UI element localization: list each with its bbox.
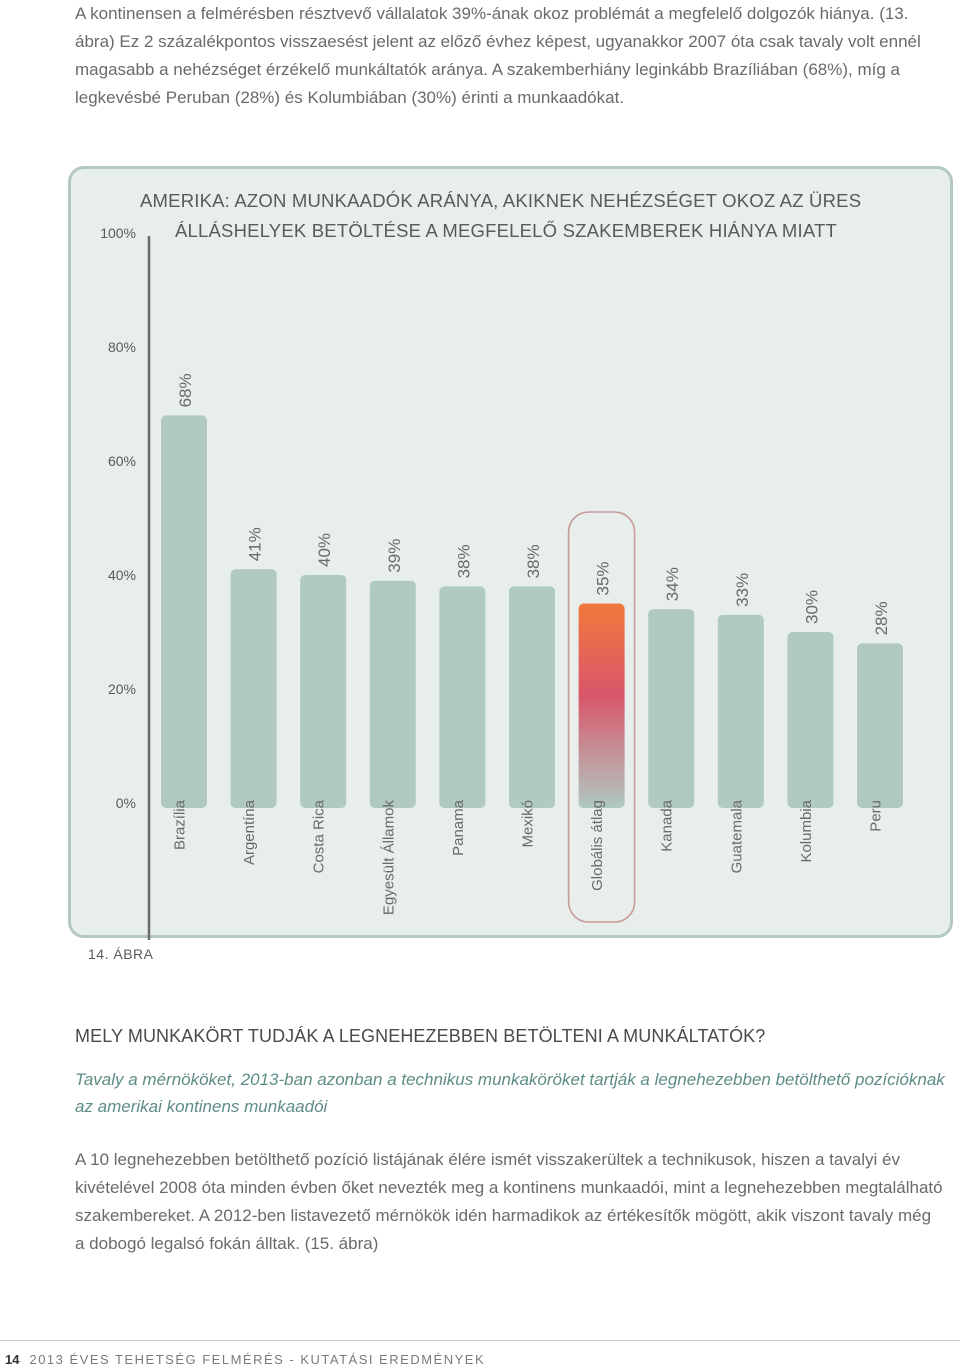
category-label: Egyesült Államok <box>380 800 398 916</box>
category-label: Guatemala <box>728 800 746 874</box>
data-label: 39% <box>384 538 404 573</box>
category-label: Argentína <box>241 800 259 866</box>
data-label: 34% <box>663 567 683 602</box>
page-number: 14 <box>5 1352 20 1367</box>
chart-title-line-1: AMERIKA: AZON MUNKAADÓK ARÁNYA, AKIKNEK NEHÉZSÉGET OKOZ AZ ÜRES <box>140 190 862 211</box>
data-label: 33% <box>732 572 752 607</box>
body-paragraph: A 10 legnehezebben betölthető pozíció listájának élére ismét visszakerültek a technikusok, hiszen a tavalyi év kivételével 2008 óta minden évben őket nevezték meg a kontinens munkaadói, mint a legnehezebben megtalálható szakembereket. A 2012-ben listavezető mérnökök idén harmadikok az értékesítők mögött, akik viszont tavaly még a dobogó legalsó fokán álltak. (15. ábra) <box>75 1150 943 1253</box>
bar <box>857 643 903 808</box>
bar <box>231 569 277 808</box>
bar <box>161 415 207 808</box>
bar <box>718 615 764 808</box>
y-tick-label: 20% <box>107 681 136 697</box>
data-label: 40% <box>315 532 335 567</box>
y-tick-label: 0% <box>115 795 136 811</box>
data-label: 30% <box>802 589 822 624</box>
category-label: Peru <box>867 800 885 832</box>
bar <box>439 586 485 808</box>
category-label: Costa Rica <box>310 800 328 874</box>
bar <box>787 632 833 808</box>
data-label: 38% <box>524 544 543 579</box>
category-label: Globális átlag <box>589 800 607 891</box>
data-label: 35% <box>593 561 613 596</box>
data-label: 28% <box>872 601 891 636</box>
category-label: Panama <box>449 800 467 856</box>
y-tick-label: 80% <box>107 339 136 355</box>
category-label: Mexikó <box>519 800 537 848</box>
y-tick-label: 40% <box>107 567 136 583</box>
category-label: Kolumbia <box>797 800 815 863</box>
bar <box>579 604 625 809</box>
section-heading: MELY MUNKAKÖRT TUDJÁK A LEGNEHEZEBBEN BETÖLTENI A MUNKÁLTATÓK? <box>75 1026 766 1046</box>
data-label: 41% <box>245 527 265 562</box>
category-label: Kanada <box>658 800 676 852</box>
bar <box>300 575 346 808</box>
data-label: 68% <box>176 373 195 408</box>
category-label: Brazília <box>171 800 189 851</box>
figure-label: 14. ÁBRA <box>88 946 154 962</box>
y-tick-label: 60% <box>107 453 136 469</box>
footer-divider <box>0 1340 960 1341</box>
bar <box>370 581 416 808</box>
footer-text: 2013 ÉVES TEHETSÉG FELMÉRÉS - KUTATÁSI EREDMÉNYEK <box>29 1352 486 1367</box>
intro-paragraph: A kontinensen a felmérésben résztvevő vállalatok 39%-ának okoz problémát a megfelelő dolgozók hiánya. (13. ábra) Ez 2 százalékpontos visszaesést jelent az előző évhez képest, ugyanakkor 2007 óta csak tavaly volt ennél magasabb a nehézséget érzékelő munkáltatók aránya. A szakemberhiány leginkább Brazíliában (68%), míg a legkevésbé Peruban (28%) és Kolumbiában (30%) érinti a munkaadókat. <box>75 4 921 107</box>
lead-text: Tavaly a mérnököket, 2013-ban azonban a technikus munkaköröket tartják a legnehezebben betölthető pozícióknak az amerikai kontinens munkaadói <box>75 1070 945 1116</box>
y-tick-label: 100% <box>100 225 136 241</box>
chart-title-line-2: ÁLLÁSHELYEK BETÖLTÉSE A MEGFELELŐ SZAKEMBEREK HIÁNYA MIATT <box>175 220 838 241</box>
data-label: 38% <box>454 544 474 579</box>
bar <box>648 609 694 808</box>
footer <box>5 1352 485 1367</box>
bar <box>509 586 555 808</box>
